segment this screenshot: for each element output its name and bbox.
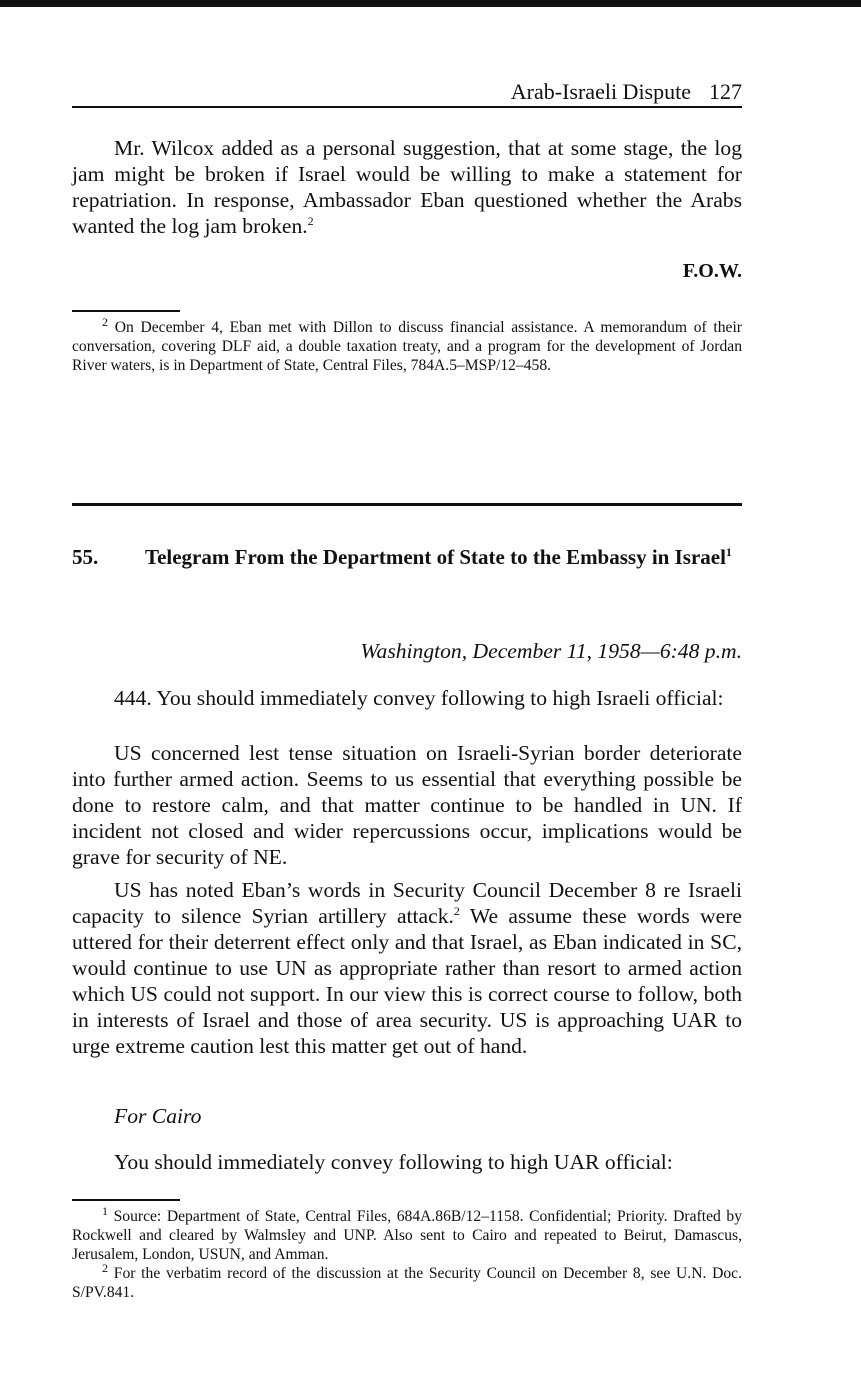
footnote-prev-2: $^2$ On December 4, Eban met with Dillon to discuss financial assistance. A memorandum of their conversation, covering DLF aid, a double taxation treaty, and a program for the development of Jordan River waters, is in Department of State, Central Files, 784A.5–MSP/12–458. <box>72 314 742 374</box>
header-rule <box>72 106 742 108</box>
for-cairo-subheading: For Cairo <box>114 1104 202 1128</box>
footnote-reference: 2 <box>453 903 460 918</box>
dateline: Washington, December 11, 1958—6:48 p.m. <box>360 639 742 663</box>
running-header <box>72 78 742 106</box>
footnote-marker: 2 <box>102 1260 108 1275</box>
telegram-paragraph-1: 444. You should immediately convey following to high Israeli official: <box>114 686 724 710</box>
page-number: 127 <box>709 79 742 104</box>
document-number: 55. <box>72 545 99 569</box>
footnote-1: $^1$ Source: Department of State, Central Files, 684A.86B/12–1158. Confidential; Priority. Drafted by Rockwell and cleared by Walmsley and UNP. Also sent to Cairo and repeated to Beirut, Damascus, Jerusalem, London, USUN, and Amman. <box>72 1203 742 1263</box>
telegram-paragraph-2: US concerned lest tense situation on Israeli-Syrian border deteriorate into further armed action. Seems to us essential that everything possible be done to restore calm, and that matter continue to be handled in UN. If incident not closed and wider repercussions occur, implications would be grave for security of NE. <box>72 741 742 869</box>
document-title: Telegram From the Department of State to the Embassy in Israel$^1$ <box>145 545 732 569</box>
previous-document-paragraph: Mr. Wilcox added as a personal suggestion, that at some stage, the log jam might be broken if Israel would be willing to make a statement for repatriation. In response, Ambassador Eban questioned whether the Arabs wanted the log jam broken.$^2$ <box>72 136 742 238</box>
title-footnote-reference: 1 <box>725 545 732 559</box>
telegram-paragraph-3: US has noted Eban’s words in Security Council December 8 re Israeli capacity to silence Syrian artillery attack.$^2$ We assume these words were uttered for their deterrent effect only and that Israel, as Eban indicated in SC, would continue to use UN as appropriate rather than resort to armed action which US could not support. In our view this is correct course to follow, both in interests of Israel and those of area security. US is approaching UAR to urge extreme caution lest this matter get out of hand. <box>72 878 742 1058</box>
footnote-separator <box>72 1199 180 1201</box>
telegram-paragraph-4: You should immediately convey following to high UAR official: <box>114 1150 673 1174</box>
footnote-2: $^2$ For the verbatim record of the discussion at the Security Council on December 8, see U.N. Doc. S/PV.841. <box>72 1260 742 1301</box>
signature-initials: F.O.W. <box>682 260 742 282</box>
footnote-marker: 2 <box>102 314 108 329</box>
top-border <box>0 0 861 7</box>
footnote-reference: 2 <box>307 213 314 228</box>
footnote-marker: 1 <box>102 1203 108 1218</box>
footnote-separator <box>72 310 180 312</box>
section-divider <box>72 503 742 506</box>
running-title: Arab-Israeli Dispute <box>510 79 691 104</box>
